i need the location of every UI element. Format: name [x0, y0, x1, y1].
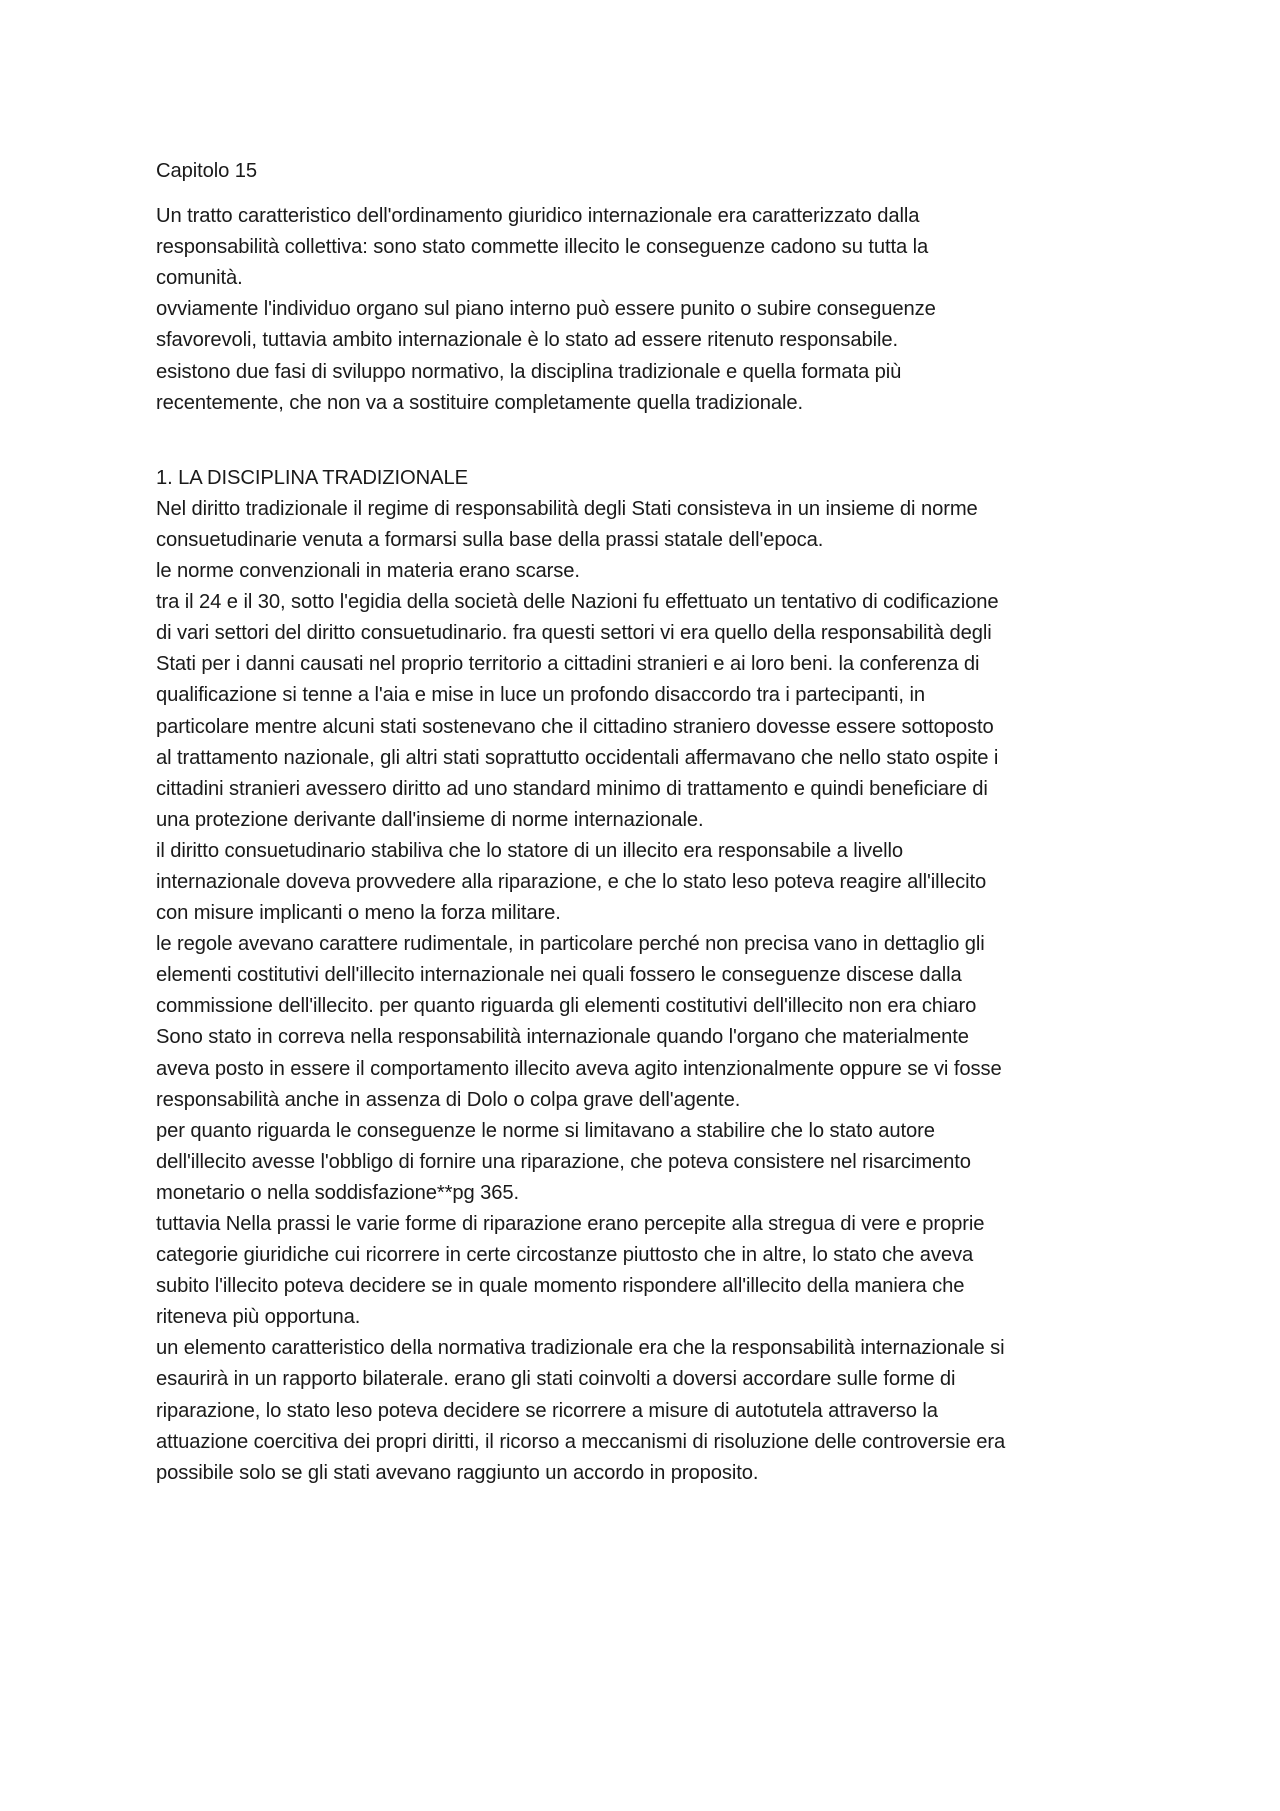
text-line: monetario o nella soddisfazione**pg 365. — [156, 1181, 519, 1204]
text-line: cittadini stranieri avessero diritto ad uno standard minimo di trattamento e quindi beneficiare di — [156, 777, 988, 800]
text-line: le norme convenzionali in materia erano scarse. — [156, 560, 580, 583]
text-line: particolare mentre alcuni stati sostenevano che il cittadino straniero dovesse essere sottoposto — [156, 715, 994, 738]
text-line: recentemente, che non va a sostituire completamente quella tradizionale. — [156, 391, 804, 414]
text-line: Un tratto caratteristico dell'ordinamento giuridico internazionale era caratterizzato dalla — [156, 205, 920, 228]
text-line: commissione dell'illecito. per quanto riguarda gli elementi costitutivi dell'illecito non era chiaro — [156, 995, 977, 1018]
spacer — [156, 419, 1116, 463]
text-line: sfavorevoli, tuttavia ambito internazionale è lo stato ad essere ritenuto responsabile. — [156, 329, 899, 352]
text-line: consuetudinarie venuta a formarsi sulla base della prassi statale dell'epoca. — [156, 528, 824, 551]
text-line: ovviamente l'individuo organo sul piano interno può essere punito o subire conseguenze — [156, 298, 936, 321]
text-line: tra il 24 e il 30, sotto l'egidia della società delle Nazioni fu effettuato un tentativo di codificazione — [156, 591, 999, 614]
text-line: riparazione, lo stato leso poteva decidere se ricorrere a misure di autotutela attraverso la — [156, 1399, 938, 1422]
text-line: qualificazione si tenne a l'aia e mise in luce un profondo disaccordo tra i partecipanti, in — [156, 684, 925, 707]
text-line: elementi costitutivi dell'illecito internazionale nei quali fossero le conseguenze discese dalla — [156, 964, 962, 987]
text-line: il diritto consuetudinario stabiliva che lo statore di un illecito era responsabile a livello — [156, 839, 904, 862]
text-line: categorie giuridiche cui ricorrere in certe circostanze piuttosto che in altre, lo stato che aveva — [156, 1244, 974, 1267]
document-body — [156, 156, 1116, 1489]
intro-paragraph — [156, 201, 1116, 419]
text-line: comunità. — [156, 267, 243, 290]
text-line: internazionale doveva provvedere alla riparazione, e che lo stato leso poteva reagire all'illecito — [156, 870, 987, 893]
text-line: dell'illecito avesse l'obbligo di fornire una riparazione, che poteva consistere nel risarcimento — [156, 1150, 971, 1173]
chapter-title: Capitolo 15 — [156, 160, 258, 182]
text-line: possibile solo se gli stati avevano raggiunto un accordo in proposito. — [156, 1461, 759, 1484]
text-line: con misure implicanti o meno la forza militare. — [156, 902, 561, 925]
text-line: Sono stato in correva nella responsabilità internazionale quando l'organo che materialmente — [156, 1026, 969, 1049]
text-line: subito l'illecito poteva decidere se in quale momento rispondere all'illecito della maniera che — [156, 1275, 965, 1298]
text-line: esistono due fasi di sviluppo normativo, la disciplina tradizionale e quella formata più — [156, 360, 902, 383]
text-line: le regole avevano carattere rudimentale, in particolare perché non precisa vano in dettaglio gli — [156, 933, 985, 956]
text-line: per quanto riguarda le conseguenze le norme si limitavano a stabilire che lo stato autore — [156, 1119, 935, 1142]
text-line: responsabilità anche in assenza di Dolo o colpa grave dell'agente. — [156, 1088, 741, 1111]
text-line: tuttavia Nella prassi le varie forme di riparazione erano percepite alla stregua di vere e proprie — [156, 1213, 985, 1235]
text-line: una protezione derivante dall'insieme di norme internazionale. — [156, 808, 704, 831]
text-line: al trattamento nazionale, gli altri stati soprattutto occidentali affermavano che nello stato ospite i — [156, 746, 999, 769]
section-body — [156, 494, 1116, 1489]
text-line: Stati per i danni causati nel proprio territorio a cittadini stranieri e ai loro beni. la conferenza di — [156, 653, 980, 676]
text-line: responsabilità collettiva: sono stato commette illecito le conseguenze cadono su tutta la — [156, 236, 929, 259]
text-line: esaurirà in un rapporto bilaterale. erano gli stati coinvolti a doversi accordare sulle forme di — [156, 1368, 956, 1391]
text-line: di vari settori del diritto consuetudinario. fra questi settori vi era quello della responsabilità degli — [156, 622, 992, 645]
text-line: riteneva più opportuna. — [156, 1306, 361, 1329]
text-line: aveva posto in essere il comportamento illecito aveva agito intenzionalmente oppure se vi fosse — [156, 1057, 1002, 1080]
text-line: un elemento caratteristico della normativa tradizionale era che la responsabilità internazionale si — [156, 1337, 1005, 1360]
spacer — [156, 187, 1116, 201]
text-line: attuazione coercitiva dei propri diritti, il ricorso a meccanismi di risoluzione delle controversie era — [156, 1430, 1006, 1453]
section-heading: 1. LA DISCIPLINA TRADIZIONALE — [156, 466, 468, 489]
text-line: Nel diritto tradizionale il regime di responsabilità degli Stati consisteva in un insieme di norme — [156, 497, 978, 520]
